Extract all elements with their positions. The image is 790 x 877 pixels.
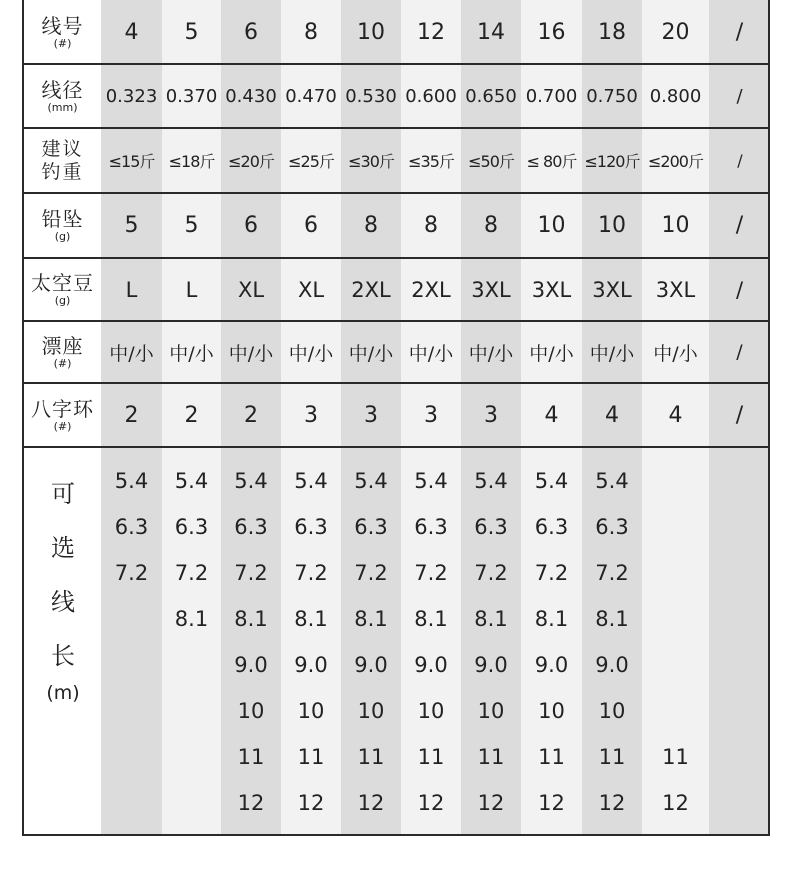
- value-cell: 2XL: [351, 277, 391, 302]
- length-value: 7.2: [595, 561, 629, 585]
- row-label-text: 铅坠: [41, 207, 84, 231]
- value-cell: ≤20斤: [228, 152, 274, 171]
- length-value: 12: [297, 791, 325, 815]
- length-value: 10: [297, 699, 325, 723]
- length-value: 6.3: [595, 515, 629, 539]
- length-value: 5.4: [414, 469, 448, 493]
- value-cell: 10: [357, 19, 385, 45]
- length-value: 10: [237, 699, 265, 723]
- length-value: 5.4: [234, 469, 268, 493]
- length-label-char: 可: [51, 480, 75, 508]
- value-cell: 0.470: [285, 85, 337, 107]
- value-cell: 12: [417, 19, 445, 45]
- row-label: [24, 64, 101, 128]
- length-value: 5.4: [595, 469, 629, 493]
- value-cell: /: [736, 85, 743, 107]
- length-value: 5.4: [534, 469, 569, 493]
- value-cell: 5: [184, 213, 199, 238]
- length-value: 7.2: [114, 561, 149, 585]
- value-cell: 6: [304, 213, 318, 238]
- row-label-text: 线号: [41, 13, 84, 38]
- row-unit: (#): [53, 419, 72, 433]
- value-cell: ≤30斤: [348, 152, 394, 171]
- length-value: 9.0: [294, 653, 328, 677]
- length-value: 10: [477, 699, 505, 723]
- length-value: 8.1: [414, 607, 448, 631]
- value-cell: 2: [124, 402, 139, 428]
- row-label: [24, 383, 101, 447]
- row-label-text: 建议: [41, 137, 84, 160]
- value-cell: 4: [124, 19, 139, 45]
- value-cell: 2: [244, 402, 258, 428]
- value-cell: 中/小: [589, 342, 635, 365]
- length-value: 8.1: [595, 607, 629, 631]
- value-cell: /: [735, 213, 744, 238]
- value-cell: 3XL: [531, 277, 572, 302]
- value-cell: 0.600: [405, 85, 457, 107]
- value-cell: 3XL: [471, 277, 511, 302]
- length-value: 8.1: [174, 607, 209, 631]
- value-cell: 中/小: [468, 342, 514, 365]
- length-value: 7.2: [294, 561, 328, 585]
- length-value: 7.2: [534, 561, 569, 585]
- row-label: [24, 321, 101, 383]
- length-value: 11: [662, 745, 689, 769]
- value-cell: 2XL: [411, 277, 451, 302]
- length-value: 12: [417, 791, 445, 815]
- value-cell: 中/小: [169, 342, 214, 365]
- length-value: 6.3: [474, 515, 508, 539]
- value-cell: 0.750: [586, 85, 638, 107]
- value-cell: /: [736, 341, 743, 363]
- value-cell: ≤50斤: [468, 152, 514, 171]
- length-value: 11: [598, 745, 626, 769]
- row-label-text: 钓重: [41, 160, 84, 183]
- value-cell: ≤200斤: [648, 152, 703, 171]
- length-value: 12: [357, 791, 385, 815]
- length-value: 6.3: [114, 515, 149, 539]
- value-cell: 0.370: [165, 85, 218, 107]
- value-cell: 0.800: [649, 85, 702, 107]
- value-cell: ≤35斤: [408, 152, 454, 171]
- value-cell: ≤25斤: [288, 152, 334, 171]
- value-cell: ≤120斤: [584, 152, 640, 171]
- length-value: 9.0: [354, 653, 388, 677]
- value-cell: 0.700: [525, 85, 578, 107]
- value-cell: 0.650: [465, 85, 517, 107]
- row-label-text: 漂座: [41, 333, 84, 358]
- length-value: 10: [417, 699, 445, 723]
- value-cell: 中/小: [228, 342, 274, 365]
- value-cell: 10: [537, 213, 566, 238]
- length-label-char: 线: [51, 588, 75, 616]
- value-cell: 3: [364, 402, 378, 428]
- row-label: [24, 128, 101, 193]
- value-cell: 4: [544, 402, 559, 428]
- length-value: 5.4: [294, 469, 328, 493]
- value-cell: 中/小: [288, 342, 334, 365]
- length-value: 12: [237, 791, 265, 815]
- value-cell: 10: [598, 213, 626, 238]
- value-cell: 0.530: [345, 85, 397, 107]
- value-cell: 3XL: [592, 277, 632, 302]
- row-divider: [22, 446, 770, 448]
- row-label: [24, 193, 101, 258]
- row-label-text: 线径: [41, 77, 84, 102]
- row-label-text: 八字环: [31, 396, 94, 421]
- value-cell: L: [125, 277, 138, 302]
- value-cell: 6: [244, 213, 258, 238]
- value-cell: 5: [124, 213, 139, 238]
- length-value: 7.2: [414, 561, 448, 585]
- length-label-char: 长: [51, 642, 75, 670]
- value-cell: 6: [244, 19, 258, 45]
- value-cell: 8: [484, 213, 498, 238]
- length-value: 6.3: [234, 515, 268, 539]
- length-value: 7.2: [474, 561, 508, 585]
- length-value: 11: [297, 745, 325, 769]
- length-value: 12: [538, 791, 565, 815]
- length-label-char: 选: [51, 534, 75, 562]
- value-cell: 4: [668, 402, 683, 428]
- value-cell: ≤ 80斤: [526, 152, 577, 171]
- value-cell: 14: [477, 19, 505, 45]
- value-cell: 8: [364, 213, 378, 238]
- length-value: 10: [357, 699, 385, 723]
- length-value: 5.4: [114, 469, 149, 493]
- value-cell: 3: [424, 402, 438, 428]
- value-cell: 0.430: [225, 85, 277, 107]
- value-cell: 16: [537, 19, 566, 45]
- row-label: [24, 258, 101, 321]
- value-cell: /: [735, 402, 744, 428]
- row-unit: (#): [53, 36, 72, 50]
- length-value: 12: [598, 791, 626, 815]
- value-cell: 中/小: [408, 342, 454, 365]
- value-cell: 0.323: [105, 85, 158, 107]
- value-cell: 3: [304, 402, 318, 428]
- length-value: 8.1: [234, 607, 268, 631]
- length-value: 10: [538, 699, 565, 723]
- length-value: 12: [477, 791, 505, 815]
- row-unit: (g): [54, 230, 71, 243]
- length-value: 11: [357, 745, 385, 769]
- length-value: 5.4: [354, 469, 388, 493]
- length-value: 11: [477, 745, 505, 769]
- length-value: 5.4: [474, 469, 508, 493]
- value-cell: 4: [605, 402, 619, 428]
- length-unit: (m): [46, 682, 80, 704]
- value-cell: ≤15斤: [108, 152, 155, 171]
- value-cell: 3: [484, 402, 498, 428]
- value-cell: 20: [661, 19, 690, 45]
- value-cell: /: [735, 277, 744, 302]
- length-value: 8.1: [354, 607, 388, 631]
- row-divider: [22, 834, 770, 836]
- value-cell: 18: [598, 19, 626, 45]
- row-unit: (g): [54, 294, 71, 307]
- value-cell: 2: [184, 402, 199, 428]
- value-cell: 10: [661, 213, 690, 238]
- value-cell: /: [735, 19, 744, 45]
- value-cell: 中/小: [109, 342, 154, 365]
- length-value: 11: [417, 745, 445, 769]
- length-value: 6.3: [294, 515, 328, 539]
- value-cell: 中/小: [348, 342, 394, 365]
- length-value: 10: [598, 699, 626, 723]
- length-value: 7.2: [174, 561, 209, 585]
- row-label: [24, 0, 101, 64]
- length-value: 9.0: [595, 653, 629, 677]
- length-value: 8.1: [294, 607, 328, 631]
- length-value: 7.2: [354, 561, 388, 585]
- length-value: 9.0: [414, 653, 448, 677]
- value-cell: XL: [297, 277, 325, 302]
- value-cell: /: [737, 151, 742, 170]
- value-cell: XL: [237, 277, 265, 302]
- length-value: 6.3: [354, 515, 388, 539]
- row-label-text: 太空豆: [31, 271, 94, 295]
- value-cell: 5: [184, 19, 199, 45]
- row-unit: (#): [53, 356, 72, 370]
- length-value: 6.3: [534, 515, 569, 539]
- row-unit: (mm): [47, 100, 78, 114]
- length-value: 6.3: [174, 515, 209, 539]
- length-value: 6.3: [414, 515, 448, 539]
- length-value: 9.0: [534, 653, 569, 677]
- length-value: 5.4: [174, 469, 209, 493]
- value-cell: 中/小: [529, 342, 574, 365]
- length-value: 11: [237, 745, 265, 769]
- value-cell: 中/小: [653, 342, 698, 365]
- length-value: 8.1: [474, 607, 508, 631]
- length-value: 9.0: [234, 653, 268, 677]
- length-value: 7.2: [234, 561, 268, 585]
- value-cell: 8: [424, 213, 438, 238]
- length-value: 11: [538, 745, 565, 769]
- value-cell: ≤18斤: [168, 152, 215, 171]
- length-value: 8.1: [534, 607, 569, 631]
- length-value: 9.0: [474, 653, 508, 677]
- value-cell: L: [185, 277, 198, 302]
- length-value: 12: [662, 791, 689, 815]
- value-cell: 3XL: [655, 277, 696, 302]
- value-cell: 8: [304, 19, 318, 45]
